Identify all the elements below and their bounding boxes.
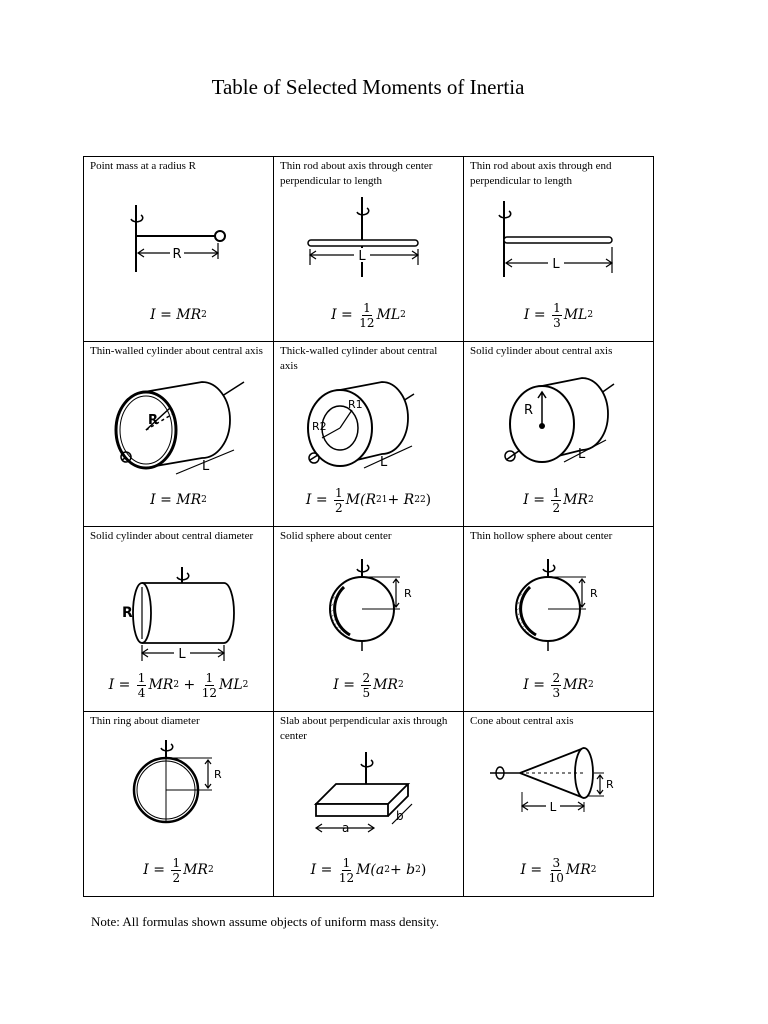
formula: I = $\frac{1}{2}$ MR 2: [523, 485, 594, 515]
svg-text:R1: R1: [348, 398, 363, 411]
table-cell-solid-cylinder-diameter: [84, 527, 274, 712]
svg-text:a: a: [342, 821, 350, 835]
cell-label: Point mass at a radius R: [90, 160, 197, 172]
svg-text:L: L: [549, 800, 557, 814]
svg-text:R: R: [122, 605, 133, 621]
formula: I = $\frac{1}{2}$ MR 2: [143, 855, 214, 885]
table-cell-rod-center: [274, 157, 464, 342]
cell-label: Solid cylinder about central axis: [470, 345, 613, 357]
table-row: [84, 157, 654, 342]
cell-label: Solid cylinder about central diameter: [90, 530, 254, 542]
table-cell-thin-ring: [84, 712, 274, 897]
table-cell-cone: [464, 712, 654, 897]
svg-text:L: L: [202, 459, 210, 474]
moments-table: [83, 156, 654, 897]
table-cell-solid-sphere: [274, 527, 464, 712]
cell-label: Slab about perpendicular axis through center: [280, 715, 448, 742]
svg-text:L: L: [380, 455, 388, 470]
formula: I = $\frac{1}{3}$ ML 2: [523, 300, 594, 330]
formula: I = $\frac{3}{10}$ MR 2: [520, 855, 597, 885]
table-cell-slab: [274, 712, 464, 897]
svg-text:R2: R2: [312, 420, 327, 433]
cell-label: Thin-walled cylinder about central axis: [90, 345, 263, 357]
svg-text:L: L: [578, 447, 586, 462]
formula: I = $\frac{1}{4}$ MR 2 + $\frac{1}{12}$ ML 2: [108, 670, 249, 700]
svg-text:R: R: [590, 587, 598, 600]
svg-text:L: L: [358, 249, 366, 264]
dim-label: R: [172, 247, 182, 262]
table-cell-hollow-sphere: [464, 527, 654, 712]
svg-text:R: R: [606, 778, 614, 791]
cell-label: Thin rod about axis through end perpendicular to length: [470, 160, 612, 187]
cell-label: Thin rod about axis through center perpendicular to length: [280, 160, 433, 187]
svg-text:R: R: [524, 403, 534, 418]
table-cell-thick-cylinder: [274, 342, 464, 527]
cell-label: Thin hollow sphere about center: [470, 530, 613, 542]
svg-text:R: R: [148, 413, 159, 428]
cell-label: Thin ring about diameter: [90, 715, 200, 727]
table-cell-solid-cylinder-axis: [464, 342, 654, 527]
table-cell-rod-end: [464, 157, 654, 342]
svg-text:b: b: [396, 809, 404, 823]
formula: I = MR 2: [150, 492, 207, 508]
table-row: [84, 712, 654, 897]
formula: I = MR 2: [150, 307, 207, 323]
svg-text:L: L: [552, 257, 560, 272]
table-row: [84, 342, 654, 527]
footnote: Note: All formulas shown assume objects of uniform mass density.: [91, 914, 439, 929]
cell-label: Solid sphere about center: [280, 530, 392, 542]
svg-text:L: L: [178, 647, 186, 662]
page-title: Table of Selected Moments of Inertia: [211, 75, 525, 99]
svg-text:R: R: [404, 587, 412, 600]
cell-label: Cone about central axis: [470, 715, 574, 727]
table-cell-thin-cylinder: [84, 342, 274, 527]
table-row: [84, 527, 654, 712]
cell-label: Thick-walled cylinder about central axis: [280, 345, 438, 372]
formula: I = $\frac{2}{3}$ MR 2: [523, 670, 594, 700]
formula: I = $\frac{1}{2}$ M(R 2 1 + R 2 2 ): [305, 485, 432, 515]
formula: I = $\frac{1}{12}$ ML 2: [331, 300, 406, 330]
formula: I = $\frac{2}{5}$ MR 2: [333, 670, 404, 700]
formula: I = $\frac{1}{12}$ M(a 2 + b 2 ): [310, 855, 427, 885]
table-cell-point-mass: [84, 157, 274, 342]
svg-text:R: R: [214, 768, 222, 781]
